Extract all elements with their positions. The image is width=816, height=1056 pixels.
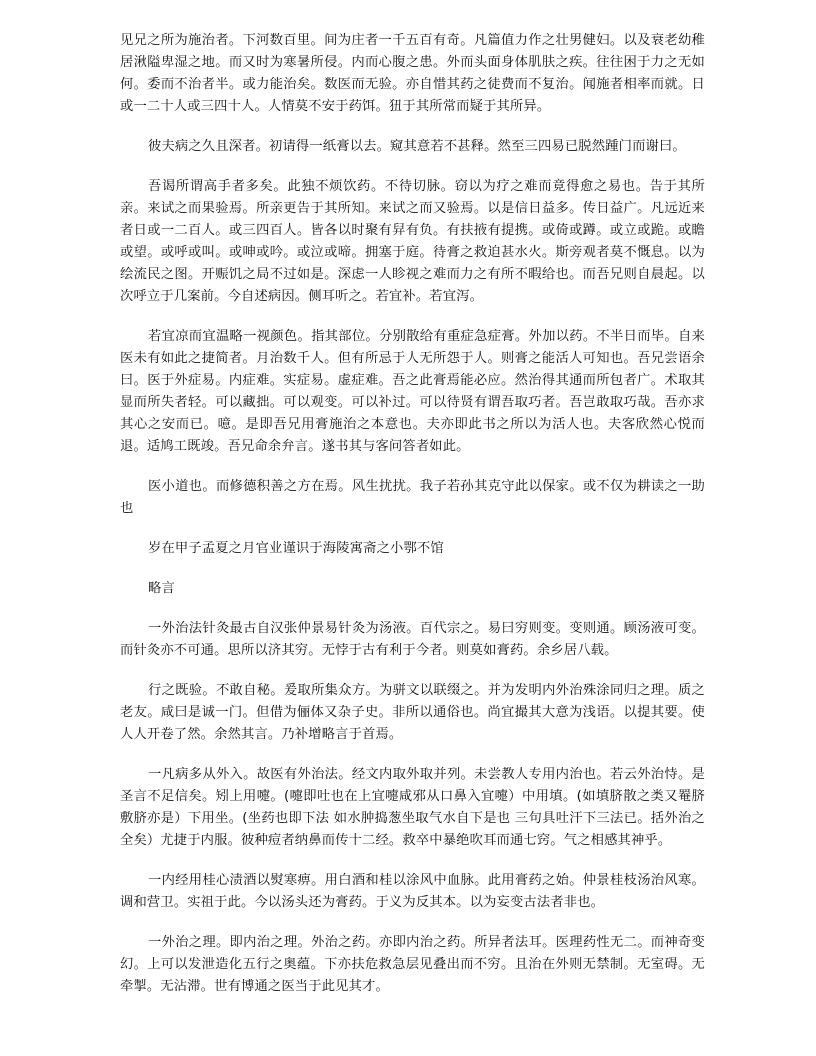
paragraph-gap — [120, 852, 705, 870]
paragraph-gap — [120, 118, 705, 136]
paragraph-3: 吾谒所谓高手者多矣。此独不烦饮药。不待切脉。窃以为疗之难而竟得愈之易也。告于其所亲。来试之而果验焉。所亲更告于其所知。来试之而又验焉。以是信日益多。传日益广。凡远近来者日或一二百人。或三四百人。皆各以时聚有舁有负。有扶掖有提携。或倚或蹲。或立或跪。或瞻或望。或呼或叫。或呻或吟。或泣或啼。拥塞于庭。待膏之救迫甚水火。斯旁观者莫不慨息。以为绘流民之图。开赈饥之局不过如是。深虑一人眕视之难而力之有所不暇给也。而吾兄则自晨起。以次呼立于几案前。今自述病因。侧耳听之。若宜补。若宜泻。 — [120, 179, 705, 304]
paragraph-gap — [120, 520, 705, 538]
section-heading: 略言 — [148, 581, 175, 596]
paragraph-7: 行之既验。不敢自秘。爰取所集众方。为骈文以联缀之。并为发明内外治殊涂同归之理。质之老友。咸曰是诚一门。但借为俪体又杂子史。非所以通俗也。尚宜撮其大意为浅语。以提其要。使人人开卷了然。余然其言。乃补增略言于首焉。 — [120, 683, 705, 742]
paragraph-4: 若宜凉而宜温略一视颜色。指其部位。分别散给有重症急症膏。外加以药。不半日而毕。自来医未有如此之捷简者。月治数千人。但有所忌于人无所怨于人。则膏之能活人可知也。吾兄尝语余曰。医于外症易。内症难。实症易。虚症难。吾之此膏焉能必应。然治得其通而所包者广。术取其显而所失者轻。可以藏拙。可以观变。可以补过。可以待贤有谓吾取巧者。吾岂敢取巧哉。吾亦求其心之安而已。噫。是即吾兄用膏施治之本意也。夫亦即此书之所以为活人也。夫客欣然心悦而退。适鸠工既竣。吾兄命余弁言。遂书其与客问答者如此。 — [120, 329, 705, 454]
paragraph-gap — [120, 662, 705, 680]
paragraph-gap — [120, 308, 705, 326]
signature-line: 岁在甲子孟夏之月官业谨识于海陵寓斋之小鄂不馆 — [148, 541, 444, 556]
paragraph-2: 彼夫病之久且深者。初请得一纸膏以去。窥其意若不甚释。然至三四易已脱然踵门而谢曰。 — [148, 139, 686, 154]
document-page — [120, 30, 705, 998]
paragraph-gap — [120, 914, 705, 932]
paragraph-1: 见兄之所为施治者。下河数百里。间为庄者一千五百有奇。凡篇值力作之壮男健妇。以及衰老幼稚居湫隘卑湿之地。而又时为寒暑所侵。内而心腹之患。外而头面身体肌肤之疾。往往困于力之无如何。委而不治者半。或力能治矣。数医而无验。亦自惜其药之徒费而不复治。闻施者相率而就。日或一二十人或三四十人。人情莫不安于药饵。狃于其所常而疑于其所异。 — [120, 33, 705, 114]
paragraph-gap — [120, 158, 705, 176]
paragraph-9: 一内经用桂心渍酒以熨寒痹。用白酒和桂以涂风中血脉。此用膏药之始。仲景桂枝汤治风寒。调和营卫。实祖于此。今以汤头还为膏药。于义为反其本。以为妄变古法者非也。 — [120, 873, 705, 910]
paragraph-5: 医小道也。而修德积善之方在焉。风生扰扰。我子若孙其克守此以保家。或不仅为耕读之一助也 — [120, 479, 705, 516]
paragraph-6: 一外治法针灸最古自汉张仲景易针灸为汤液。百代宗之。易曰穷则变。变则通。顾汤液可变。而针灸亦不可通。思所以济其穷。无悖于古有利于今者。则莫如膏药。余乡居八载。 — [120, 621, 705, 658]
paragraph-gap — [120, 560, 705, 578]
paragraph-gap — [120, 746, 705, 764]
paragraph-gap — [120, 600, 705, 618]
paragraph-10: 一外治之理。即内治之理。外治之药。亦即内治之药。所异者法耳。医理药性无二。而神奇变幻。上可以发泄造化五行之奥蕴。下亦扶危救急层见叠出而不穷。且治在外则无禁制。无室碍。无牵掣。无沾滞。世有博通之医当于此见其才。 — [120, 935, 705, 994]
paragraph-8: 一凡病多从外入。故医有外治法。经文内取外取并列。未尝教人专用内治也。若云外治恃。是圣言不足信矣。矧上用嚏。(嚏即吐也在上宜嚏咸邪从口鼻入宜嚏）中用填。(如填脐散之类又罨脐敷脐亦是）下用坐。(坐药也即下法 如水肿捣葱坐取气水自下是也 三句具吐汗下三法已。括外治之全矣）尤捷于内服。彼种痘者纳鼻而传十二经。救卒中暴绝吹耳而通七窍。气之相感其神乎。 — [120, 767, 705, 848]
paragraph-gap — [120, 458, 705, 476]
